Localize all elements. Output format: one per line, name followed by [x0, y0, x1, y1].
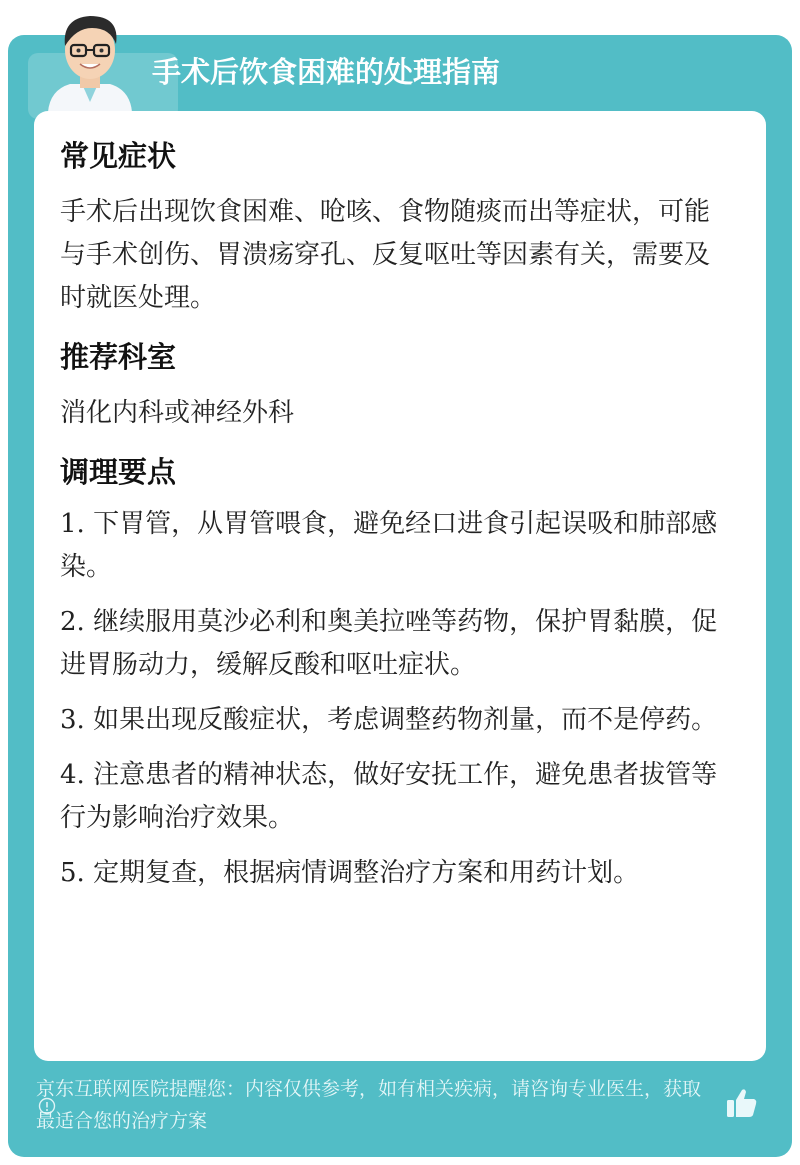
care-item-1: [60, 503, 730, 589]
department-text: 消化内科或神经外科: [60, 398, 295, 428]
care-item-number: 2.: [60, 607, 85, 637]
care-item-number: 3.: [60, 705, 85, 735]
care-item-number: 1.: [60, 509, 85, 539]
symptoms-text: 手术后出现饮食困难、呛咳、食物随痰而出等症状，可能与手术创伤、胃溃疡穿孔、反复呕吐等因素有关，需要及时就医处理。: [60, 197, 711, 313]
content-body: [60, 131, 730, 907]
care-heading: 调理要点: [60, 455, 177, 489]
care-item-3: [60, 699, 730, 742]
doctor-avatar-icon: [40, 10, 140, 112]
disclaimer-text: 京东互联网医院提醒您：内容仅供参考，如有相关疾病，请咨询专业医生，获取最适合您的治疗方案: [36, 1078, 702, 1132]
symptoms-heading: 常见症状: [60, 139, 177, 173]
department-heading: 推荐科室: [60, 340, 177, 374]
care-item-text: 定期复查，根据病情调整治疗方案和用药计划。: [84, 858, 640, 888]
care-item-2: [60, 601, 730, 687]
page-title: 手术后饮食困难的处理指南: [152, 55, 501, 89]
care-item-4: [60, 754, 730, 840]
care-item-text: 下胃管，从胃管喂食，避免经口进食引起误吸和肺部感染。: [60, 509, 718, 582]
care-item-text: 如果出现反酸症状，考虑调整药物剂量，而不是停药。: [84, 705, 718, 735]
content-card: [34, 111, 766, 1061]
care-item-text: 继续服用莫沙必利和奥美拉唑等药物，保护胃黏膜，促进胃肠动力，缓解反酸和呕吐症状。: [60, 607, 718, 680]
thumbs-up-icon[interactable]: [724, 1085, 760, 1121]
care-item-5: [60, 852, 730, 895]
care-item-text: 注意患者的精神状态，做好安抚工作，避免患者拔管等行为影响治疗效果。: [60, 760, 718, 833]
care-item-number: 4.: [60, 760, 85, 790]
care-item-number: 5.: [60, 858, 85, 888]
